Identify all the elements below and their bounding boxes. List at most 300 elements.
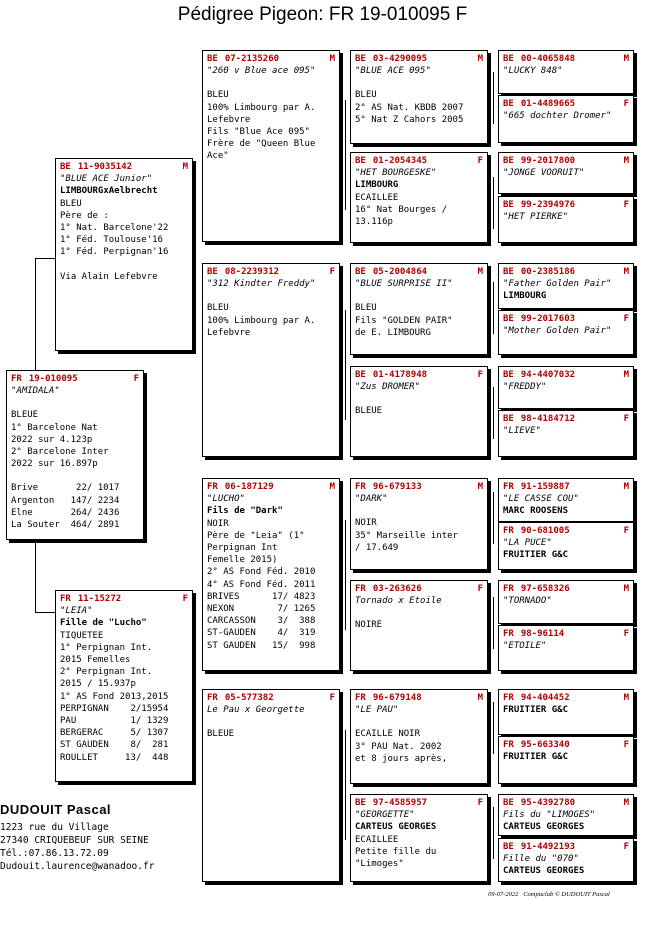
country-code: BE xyxy=(503,370,514,380)
ring-header xyxy=(503,841,629,853)
spacer xyxy=(207,77,335,89)
sex-label: F xyxy=(623,314,629,324)
pigeon-info-line: 3° PAU Nat. 2002 xyxy=(355,741,442,752)
connector-line xyxy=(493,177,494,229)
sex-label: M xyxy=(477,267,483,277)
connector-line xyxy=(35,540,36,612)
owner-name: DUDOUIT Pascal xyxy=(0,802,112,817)
connector-line xyxy=(493,702,494,754)
sex-label: F xyxy=(477,156,483,166)
pigeon-info-line: BRIVES 17/ 4823 xyxy=(207,591,316,602)
ring-header xyxy=(503,53,629,65)
country-code: BE xyxy=(355,798,366,808)
ring-header xyxy=(60,161,188,173)
sex-label: F xyxy=(623,414,629,424)
pigeon-info-line: ROULLET 13/ 448 xyxy=(60,752,169,763)
ring-number: 11-9035142 xyxy=(77,162,133,172)
owner-email[interactable]: Dudouit.laurence@wanadoo.fr xyxy=(0,861,155,872)
pigeon-info-line: BLEU xyxy=(207,90,229,101)
pigeon-info-line: 35° Marseille inter xyxy=(355,530,458,541)
pigeon-info-line: 1° Perpignan Int. xyxy=(60,642,153,653)
ring-header xyxy=(503,98,629,110)
pigeon-info-line: 1° Nat. Barcelone'22 xyxy=(60,223,169,234)
ring-header xyxy=(503,413,629,425)
pigeon-info-line: "Limoges" xyxy=(355,859,404,870)
country-code: FR xyxy=(503,740,514,750)
sex-label: M xyxy=(477,54,483,64)
pigeon-info-line: 100% Limbourg par A. xyxy=(207,315,316,326)
sex-label: M xyxy=(623,156,629,166)
pigeon-info-line: 2° AS Fond Féd. 2010 xyxy=(207,567,316,578)
ring-header xyxy=(11,373,139,385)
footer-date: 09-07-2022 xyxy=(488,891,519,898)
country-code: FR xyxy=(355,584,366,594)
pigeon-info-line: BLEU xyxy=(355,90,377,101)
pigeon-info-line: TIQUETEE xyxy=(60,630,104,641)
pigeon-card-gd2[interactable] xyxy=(202,689,340,882)
country-code: BE xyxy=(355,370,366,380)
pigeon-breeder: MARC ROOSENS xyxy=(503,506,569,517)
pigeon-name: Fils du "LIMOGES" xyxy=(503,810,596,821)
pigeon-card-gggp9[interactable] xyxy=(498,478,634,522)
pigeon-card-gggp7[interactable] xyxy=(498,366,634,409)
ring-number: 90-681005 xyxy=(520,526,570,536)
pigeon-info-line: 1° AS Fond 2013,2015 xyxy=(60,691,169,702)
pigeon-info-line: Elne 264/ 2436 xyxy=(11,507,120,518)
sex-label: F xyxy=(623,99,629,109)
country-code: FR xyxy=(60,594,71,604)
pigeon-info-line: BLEU xyxy=(355,303,377,314)
owner-info xyxy=(0,803,154,873)
country-code: FR xyxy=(503,482,514,492)
spacer xyxy=(11,397,139,409)
ring-header xyxy=(355,155,483,167)
sex-label: M xyxy=(623,693,629,703)
ring-header xyxy=(503,583,629,595)
pigeon-info-line: Lefebvre xyxy=(207,114,251,125)
sex-label: M xyxy=(623,267,629,277)
pigeon-info-line: Via Alain Lefebvre xyxy=(60,271,158,282)
pigeon-breeder: CARTEUS GEORGES xyxy=(503,866,585,877)
pigeon-card-gggp1[interactable] xyxy=(498,50,634,94)
connector-line xyxy=(345,100,346,210)
ring-header xyxy=(207,481,335,493)
pigeon-info-line: ECAILLEE xyxy=(355,192,399,203)
sex-label: M xyxy=(329,482,335,492)
pigeon-info-line: / 17.649 xyxy=(355,542,399,553)
pigeon-card-gd1[interactable] xyxy=(202,263,340,457)
ring-header xyxy=(503,481,629,493)
pigeon-info-line: 16° Nat Bourges / xyxy=(355,204,448,215)
country-code: BE xyxy=(355,156,366,166)
country-code: BE xyxy=(503,414,514,424)
connector-line xyxy=(493,597,494,649)
ring-header xyxy=(207,53,335,65)
country-code: BE xyxy=(503,156,514,166)
sex-label: F xyxy=(133,374,139,384)
pigeon-name: "LE PAU" xyxy=(355,705,399,716)
pigeon-breeder: Fille de "Lucho" xyxy=(60,618,147,629)
pigeon-card-gggp16[interactable] xyxy=(498,838,634,882)
ring-header xyxy=(503,155,629,167)
ring-header xyxy=(503,797,629,809)
country-code: BE xyxy=(503,99,514,109)
connector-line xyxy=(195,176,196,322)
pigeon-info-line: 2022 sur 16.897p xyxy=(11,459,98,470)
ring-header xyxy=(503,692,629,704)
pigeon-info-line: PAU 1/ 1329 xyxy=(60,716,169,727)
ring-number: 98-4184712 xyxy=(520,414,576,424)
pigeon-card-gggp6[interactable] xyxy=(498,310,634,355)
sex-label: F xyxy=(623,842,629,852)
pigeon-info-line: Femelle 2015) xyxy=(207,555,278,566)
country-code: BE xyxy=(503,200,514,210)
sex-label: F xyxy=(329,693,335,703)
sex-label: M xyxy=(623,482,629,492)
footer xyxy=(488,891,610,898)
pigeon-info-line: ST-GAUDEN 4/ 319 xyxy=(207,628,316,639)
ring-header xyxy=(207,692,335,704)
ring-number: 07-2135260 xyxy=(224,54,280,64)
ring-number: 03-263626 xyxy=(372,584,422,594)
connector-line xyxy=(493,282,494,334)
sex-label: M xyxy=(477,693,483,703)
connector-line xyxy=(35,258,36,370)
ring-number: 08-2239312 xyxy=(224,267,280,277)
pigeon-card-ggp5[interactable] xyxy=(350,478,488,570)
pigeon-info-line: de E. LIMBOURG xyxy=(355,327,431,338)
pigeon-info-line: 4° AS Fond Féd. 2011 xyxy=(207,579,316,590)
pigeon-name: "BLUE ACE 095" xyxy=(355,66,431,77)
pigeon-info-line: ECAILLE NOIR xyxy=(355,729,421,740)
ring-number: 06-187129 xyxy=(224,482,274,492)
connector-line xyxy=(493,807,494,859)
pigeon-info-line: Père de : xyxy=(60,210,109,221)
pigeon-card-ggp3[interactable] xyxy=(350,263,488,355)
pigeon-info-line: 100% Limbourg par A. xyxy=(207,102,316,113)
country-code: BE xyxy=(503,842,514,852)
connector-line xyxy=(345,310,346,420)
ring-header xyxy=(355,797,483,809)
pigeon-info-line: 2022 sur 4.123p xyxy=(11,434,93,445)
pigeon-info-line: Petite fille du xyxy=(355,846,437,857)
pigeon-name: "GEORGETTE" xyxy=(355,810,415,821)
sex-label: F xyxy=(477,584,483,594)
pigeon-info-line: PERPIGNAN 2/15954 xyxy=(60,703,169,714)
ring-header xyxy=(503,199,629,211)
sex-label: M xyxy=(182,162,188,172)
country-code: FR xyxy=(503,693,514,703)
pigeon-info-line: 5° Nat Z Cahors 2005 xyxy=(355,114,464,125)
spacer xyxy=(355,393,483,405)
ring-number: 03-4290095 xyxy=(372,54,428,64)
pigeon-name: "Mother Golden Pair" xyxy=(503,326,612,337)
footer-credit: Compuclub © DUDOUIT Pascal xyxy=(523,891,610,898)
pigeon-info-line: et 8 jours après, xyxy=(355,753,448,764)
country-code: FR xyxy=(355,693,366,703)
country-code: BE xyxy=(207,267,218,277)
ring-header xyxy=(503,628,629,640)
pigeon-card-gs1[interactable] xyxy=(202,50,340,242)
pigeon-card-ggp1[interactable] xyxy=(350,50,488,144)
pigeon-info-line: 2015 Femelles xyxy=(60,655,131,666)
country-code: BE xyxy=(503,54,514,64)
ring-number: 94-4407032 xyxy=(520,370,576,380)
pigeon-info-line: 2° Barcelone Inter xyxy=(11,447,109,458)
sex-label: M xyxy=(623,584,629,594)
pigeon-card-sire[interactable] xyxy=(55,158,193,351)
pigeon-name: "LIEVE" xyxy=(503,426,541,437)
sex-label: M xyxy=(477,482,483,492)
ring-number: 99-2017800 xyxy=(520,156,576,166)
pigeon-card-gs2[interactable] xyxy=(202,478,340,671)
pigeon-name: "LA PUCE" xyxy=(503,538,552,549)
ring-number: 01-4178948 xyxy=(372,370,428,380)
pigeon-breeder: LIMBOURG xyxy=(355,180,399,191)
pigeon-info-line: Perpignan Int xyxy=(207,543,278,554)
ring-header xyxy=(503,739,629,751)
pigeon-info-line: ST GAUDEN 15/ 998 xyxy=(207,640,316,651)
spacer xyxy=(355,607,483,619)
ring-header xyxy=(355,583,483,595)
country-code: FR xyxy=(503,526,514,536)
pigeon-breeder: FRUITIER G&C xyxy=(503,752,569,763)
sex-label: F xyxy=(182,594,188,604)
sex-label: F xyxy=(477,798,483,808)
ring-header xyxy=(355,53,483,65)
ring-header xyxy=(355,692,483,704)
connector-line xyxy=(345,520,346,630)
pigeon-info-line: Brive 22/ 1017 xyxy=(11,483,120,494)
ring-number: 96-679148 xyxy=(372,693,422,703)
pigeon-info-line: BERGERAC 5/ 1307 xyxy=(60,728,169,739)
ring-header xyxy=(355,481,483,493)
pigeon-info-line: 1° Féd. Toulouse'16 xyxy=(60,235,163,246)
ring-number: 99-2017603 xyxy=(520,314,576,324)
pigeon-name: "BLUE SURPRISE II" xyxy=(355,279,453,290)
pigeon-breeder: FRUITIER G&C xyxy=(503,550,569,561)
pigeon-info-line: BLEU xyxy=(207,303,229,314)
sex-label: M xyxy=(623,54,629,64)
ring-number: 96-679133 xyxy=(372,482,422,492)
country-code: BE xyxy=(207,54,218,64)
ring-number: 05-2004864 xyxy=(372,267,428,277)
spacer xyxy=(355,505,483,517)
owner-phone: Tél.:07.86.13.72.09 xyxy=(0,848,109,859)
pigeon-info-line: NOIRE xyxy=(355,620,383,631)
pigeon-info-line: NOIR xyxy=(207,518,229,529)
pigeon-name: "312 Kindter Freddy" xyxy=(207,279,316,290)
pigeon-card-ggp8[interactable] xyxy=(350,794,488,882)
country-code: FR xyxy=(355,482,366,492)
country-code: BE xyxy=(503,267,514,277)
owner-street: 1223 rue du Village xyxy=(0,822,109,833)
pigeon-info-line: 2° Perpignan Int. xyxy=(60,667,153,678)
pigeon-info-line: 1° Féd. Perpignan'16 xyxy=(60,247,169,258)
connector-line xyxy=(345,730,346,840)
sex-label: F xyxy=(329,267,335,277)
pigeon-info-line: 2° AS Nat. KBDB 2007 xyxy=(355,102,464,113)
ring-number: 91-159887 xyxy=(520,482,570,492)
ring-number: 97-658326 xyxy=(520,584,570,594)
pigeon-name: Fille du "070" xyxy=(503,854,579,865)
ring-header xyxy=(503,369,629,381)
pigeon-name: "FREDDY" xyxy=(503,382,547,393)
pigeon-name: "LUCKY 848" xyxy=(503,66,563,77)
spacer xyxy=(11,470,139,482)
sex-label: M xyxy=(329,54,335,64)
pigeon-name: Tornado x Etoile xyxy=(355,596,442,607)
pigeon-card-gggp12[interactable] xyxy=(498,625,634,671)
pigeon-name: "HET BOURGESKE" xyxy=(355,168,437,179)
sex-label: F xyxy=(477,370,483,380)
pigeon-info-line: ST GAUDEN 8/ 281 xyxy=(60,740,169,751)
pigeon-card-gggp5[interactable] xyxy=(498,263,634,309)
pigeon-name: "TORNADO" xyxy=(503,596,552,607)
pigeon-name: "665 dochter Dromer" xyxy=(503,111,612,122)
ring-number: 95-4392780 xyxy=(520,798,576,808)
pigeon-info-line: La Souter 464/ 2891 xyxy=(11,520,120,531)
pigeon-breeder: FRUITIER G&C xyxy=(503,705,569,716)
country-code: FR xyxy=(207,482,218,492)
pigeon-info-line: Père de "Leia" (1° xyxy=(207,530,305,541)
pigeon-breeder: Fils de "Dark" xyxy=(207,506,283,517)
pigeon-info-line: NOIR xyxy=(355,518,377,529)
pigeon-info-line: 13.116p xyxy=(355,217,393,228)
pigeon-card-ggp6[interactable] xyxy=(350,580,488,671)
pigeon-info-line: BLEUE xyxy=(11,410,39,421)
sex-label: F xyxy=(623,740,629,750)
pigeon-name: "BLUE ACE Junior" xyxy=(60,174,153,185)
pigeon-card-dam[interactable] xyxy=(55,590,193,782)
pigeon-breeder: CARTEUS GEORGES xyxy=(355,822,437,833)
pigeon-name: "DARK" xyxy=(355,494,388,505)
country-code: BE xyxy=(355,267,366,277)
sex-label: M xyxy=(623,370,629,380)
connector-line xyxy=(493,387,494,439)
sex-label: F xyxy=(623,200,629,210)
pigeon-name: "ETOILE" xyxy=(503,641,547,652)
pigeon-card-gggp11[interactable] xyxy=(498,580,634,624)
pigeon-card-ggp4[interactable] xyxy=(350,366,488,457)
ring-header xyxy=(207,266,335,278)
ring-number: 97-4585957 xyxy=(372,798,428,808)
pigeon-info-line: 2015 / 15.937p xyxy=(60,679,136,690)
sex-label: F xyxy=(623,629,629,639)
ring-header xyxy=(503,266,629,278)
ring-number: 11-15272 xyxy=(77,594,122,604)
pigeon-info-line: Argenton 147/ 2234 xyxy=(11,495,120,506)
spacer xyxy=(207,290,335,302)
country-code: BE xyxy=(355,54,366,64)
pigeon-name: "JONGE VOORUIT" xyxy=(503,168,585,179)
ring-header xyxy=(60,593,188,605)
spacer xyxy=(355,77,483,89)
pigeon-info-line: Lefebvre xyxy=(207,327,251,338)
pigeon-name: "Father Golden Pair" xyxy=(503,279,612,290)
ring-number: 98-96114 xyxy=(520,629,565,639)
ring-header xyxy=(503,313,629,325)
pigeon-card-subject[interactable] xyxy=(6,370,144,540)
ring-header xyxy=(355,369,483,381)
pigeon-breeder: LIMBOURG xyxy=(503,291,547,302)
owner-city: 27340 CRIQUEBEUF SUR SEINE xyxy=(0,835,149,846)
ring-header xyxy=(503,525,629,537)
ring-header xyxy=(355,266,483,278)
pigeon-info-line: Fils "Blue Ace 095" xyxy=(207,127,310,138)
pigeon-card-ggp7[interactable] xyxy=(350,689,488,784)
pigeon-info-line: NEXON 7/ 1265 xyxy=(207,604,316,615)
pigeon-card-gggp3[interactable] xyxy=(498,152,634,194)
pigeon-breeder: LIMBOURGxAelbrecht xyxy=(60,186,158,197)
pigeon-info-line: BLEUE xyxy=(355,406,383,417)
country-code: BE xyxy=(503,798,514,808)
spacer xyxy=(355,716,483,728)
ring-number: 99-2394976 xyxy=(520,200,576,210)
ring-number: 00-2385186 xyxy=(520,267,576,277)
spacer xyxy=(207,716,335,728)
pigeon-name: "AMIDALA" xyxy=(11,386,60,397)
pigeon-info-line: 1° Barcelone Nat xyxy=(11,422,98,433)
country-code: FR xyxy=(11,374,22,384)
pigeon-card-gggp10[interactable] xyxy=(498,522,634,570)
ring-number: 05-577382 xyxy=(224,693,274,703)
country-code: FR xyxy=(207,693,218,703)
pigeon-info-line: Frère de "Queen Blue xyxy=(207,139,316,150)
pigeon-name: Le Pau x Georgette xyxy=(207,705,305,716)
page-title: Pédigree Pigeon: FR 19-010095 F xyxy=(177,4,468,25)
pigeon-card-gggp4[interactable] xyxy=(498,196,634,243)
pigeon-card-gggp2[interactable] xyxy=(498,95,634,143)
pigeon-card-gggp13[interactable] xyxy=(498,689,634,735)
pigeon-name: "LUCHO" xyxy=(207,494,245,505)
connector-line xyxy=(493,72,494,124)
pigeon-card-gggp8[interactable] xyxy=(498,410,634,457)
spacer xyxy=(60,259,188,271)
country-code: FR xyxy=(503,629,514,639)
sex-label: M xyxy=(623,798,629,808)
pigeon-info-line: BLEUE xyxy=(207,729,235,740)
pigeon-card-gggp14[interactable] xyxy=(498,736,634,784)
pigeon-name: "Zus DROMER" xyxy=(355,382,421,393)
sex-label: F xyxy=(623,526,629,536)
ring-number: 01-2054345 xyxy=(372,156,428,166)
pigeon-card-ggp2[interactable] xyxy=(350,152,488,243)
pigeon-card-gggp15[interactable] xyxy=(498,794,634,836)
ring-number: 19-010095 xyxy=(28,374,78,384)
pigeon-info-line: CARCASSON 3/ 388 xyxy=(207,616,316,627)
connector-line xyxy=(195,610,196,730)
country-code: BE xyxy=(503,314,514,324)
pigeon-info-line: BLEU xyxy=(60,198,82,209)
pigeon-info-line: ECAILLEE xyxy=(355,834,399,845)
ring-number: 94-404452 xyxy=(520,693,570,703)
spacer xyxy=(355,290,483,302)
pigeon-info-line: Fils "GOLDEN PAIR" xyxy=(355,315,453,326)
ring-number: 01-4489665 xyxy=(520,99,576,109)
pigeon-name: "260 v Blue ace 095" xyxy=(207,66,316,77)
pigeon-breeder: CARTEUS GEORGES xyxy=(503,822,585,833)
pigeon-name: "LEIA" xyxy=(60,606,93,617)
country-code: BE xyxy=(60,162,71,172)
country-code: FR xyxy=(503,584,514,594)
pigeon-name: "LE CASSE COU" xyxy=(503,494,579,505)
ring-number: 95-663340 xyxy=(520,740,570,750)
connector-line xyxy=(493,492,494,544)
ring-number: 00-4065848 xyxy=(520,54,576,64)
pigeon-name: "HET PIERKE" xyxy=(503,212,569,223)
pigeon-info-line: Ace" xyxy=(207,151,229,162)
